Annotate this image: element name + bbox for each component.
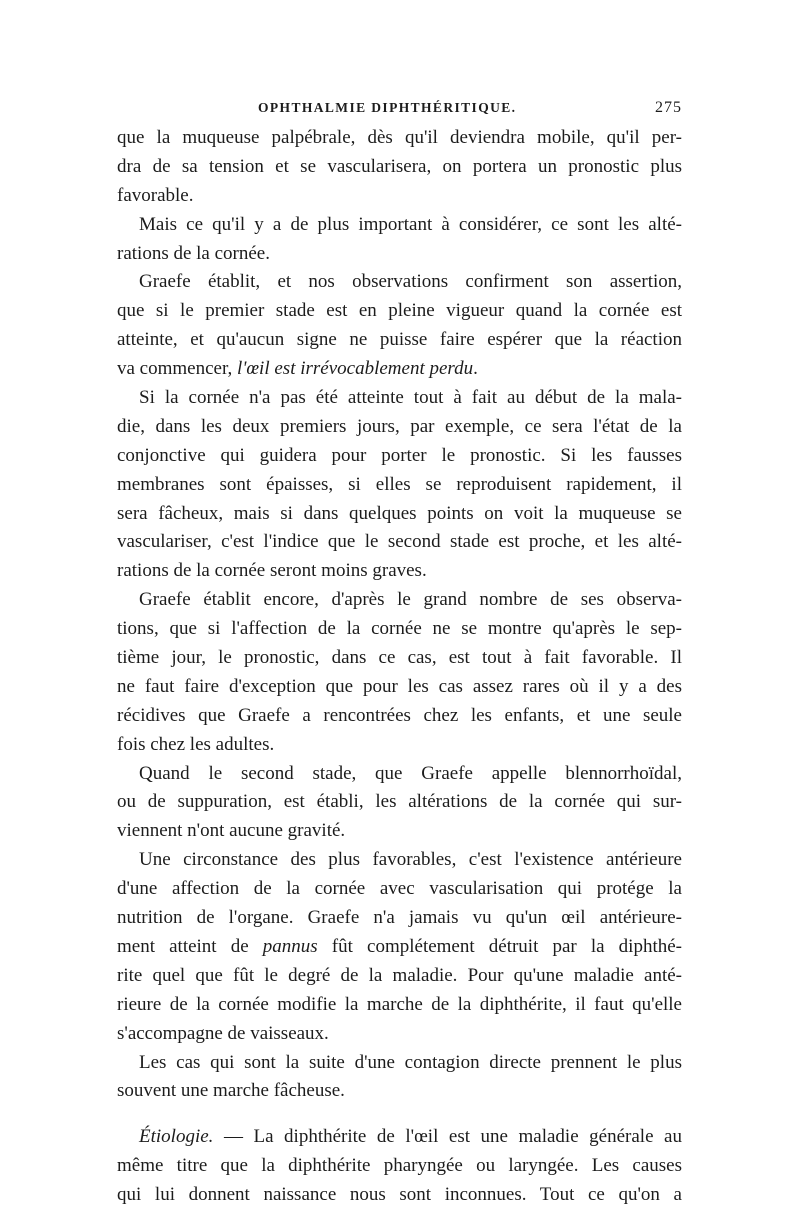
text-line: Une circonstance des plus favorables, c'est l'existence antérieure	[139, 849, 682, 871]
paragraph	[117, 384, 682, 586]
text-line: tions, que si l'affection de la cornée ne se montre qu'après le sep-	[117, 618, 682, 640]
italic-phrase: l'œil est irrévocablement perdu	[237, 358, 474, 380]
text-line: nutrition de l'organe. Graefe n'a jamais vu qu'un œil antérieure-	[117, 907, 682, 929]
text-line: Graefe établit, et nos observations confirment son assertion,	[139, 271, 682, 293]
text-line	[117, 933, 682, 962]
text-line: Les cas qui sont la suite d'une contagion directe prennent le plus	[139, 1051, 682, 1073]
text-line: viennent n'ont aucune gravité.	[117, 820, 346, 842]
paragraph	[117, 846, 682, 1048]
body-text	[117, 124, 682, 1210]
text-run: .	[473, 358, 478, 380]
text-line: sera fâcheux, mais si dans quelques points on voit la muqueuse se	[117, 502, 682, 524]
text-line: rite quel que fût le degré de la maladie. Pour qu'une maladie anté-	[117, 964, 682, 986]
text-line: membranes sont épaisses, si elles se reproduisent rapidement, il	[117, 473, 682, 495]
paragraph	[117, 586, 682, 759]
text-line: récidives que Graefe a rencontrées chez les enfants, et une seule	[117, 704, 682, 726]
italic-word: pannus	[262, 935, 318, 957]
text-line: rations de la cornée.	[117, 242, 270, 264]
text-line: favorable.	[117, 184, 194, 206]
text-line: dra de sa tension et se vascularisera, on portera un pronostic plus	[117, 155, 682, 177]
paragraph	[117, 1123, 682, 1210]
text-line: même titre que la diphthérite pharyngée ou laryngée. Les causes	[117, 1155, 682, 1177]
text-line: conjonctive qui guidera pour porter le pronostic. Si les fausses	[117, 444, 682, 466]
text-line	[117, 1123, 682, 1152]
text-line: atteinte, et qu'aucun signe ne puisse faire espérer que la réaction	[117, 329, 682, 351]
paragraph	[117, 760, 682, 847]
text-line: que si le premier stade est en pleine vigueur quand la cornée est	[117, 300, 682, 322]
running-title: OPHTHALMIE DIPHTHÉRITIQUE.	[258, 100, 517, 115]
section-gap	[117, 1106, 682, 1123]
text-line: fois chez les adultes.	[117, 733, 275, 755]
text-line	[117, 355, 682, 384]
paragraph	[117, 124, 682, 211]
paragraph	[117, 1049, 682, 1107]
text-run: ment atteint de	[117, 935, 263, 957]
text-line: Quand le second stade, que Graefe appelle blennorrhoïdal,	[139, 762, 682, 784]
running-head	[118, 100, 682, 120]
paragraph	[117, 211, 682, 269]
text-run: fût complétement détruit par la diphthé-	[317, 935, 682, 957]
text-line: souvent une marche fâcheuse.	[117, 1080, 345, 1102]
text-line: que la muqueuse palpébrale, dès qu'il deviendra mobile, qu'il per-	[117, 127, 682, 148]
text-line: rations de la cornée seront moins graves.	[117, 560, 427, 582]
text-line: Si la cornée n'a pas été atteinte tout à fait au début de la mala-	[139, 387, 682, 409]
text-line: Mais ce qu'il y a de plus important à considérer, ce sont les alté-	[139, 213, 682, 235]
text-line: die, dans les deux premiers jours, par exemple, ce sera l'état de la	[117, 415, 682, 437]
text-line: ou de suppuration, est établi, les altérations de la cornée qui sur-	[117, 791, 682, 813]
text-run: — La diphthérite de l'œil est une maladie générale au	[213, 1126, 682, 1148]
text-run: va commencer,	[117, 358, 238, 380]
section-heading: Étiologie.	[139, 1126, 214, 1148]
paragraph	[117, 268, 682, 384]
text-line: tième jour, le pronostic, dans ce cas, est tout à fait favorable. Il	[117, 647, 682, 669]
text-line: vasculariser, c'est l'indice que le second stade est proche, et les alté-	[117, 531, 682, 553]
text-line: s'accompagne de vaisseaux.	[117, 1022, 329, 1044]
text-line: d'une affection de la cornée avec vascularisation qui protége la	[117, 878, 682, 900]
text-line: Graefe établit encore, d'après le grand nombre de ses observa-	[139, 589, 682, 611]
page-number: 275	[655, 99, 682, 116]
text-line: ne faut faire d'exception que pour les cas assez rares où il y a des	[117, 675, 682, 697]
text-line: qui lui donnent naissance nous sont inconnues. Tout ce qu'on a	[117, 1184, 682, 1206]
text-line: rieure de la cornée modifie la marche de la diphthérite, il faut qu'elle	[117, 993, 682, 1015]
